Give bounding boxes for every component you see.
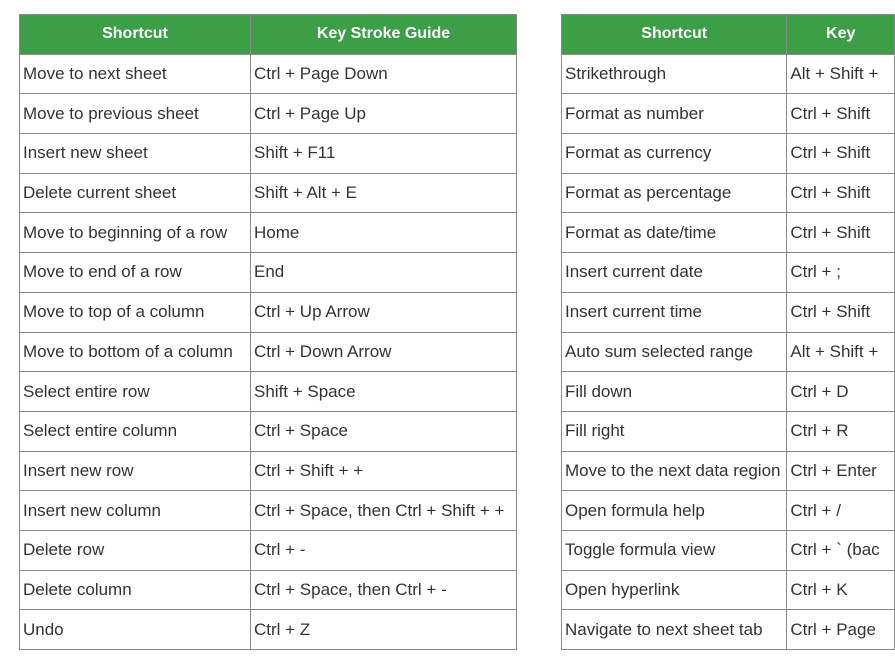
shortcut-cell: Strikethrough xyxy=(562,54,787,94)
key-stroke-cell: Ctrl + Shift xyxy=(787,94,895,134)
shortcut-cell: Insert new row xyxy=(20,451,251,491)
header-shortcut: Shortcut xyxy=(20,15,251,55)
table-row xyxy=(20,451,517,491)
table-row xyxy=(20,332,517,372)
shortcut-cell: Insert current date xyxy=(562,253,787,293)
header-key-stroke-guide: Key Stroke Guide xyxy=(251,15,517,55)
key-stroke-cell: Ctrl + Z xyxy=(251,610,517,650)
table-row xyxy=(20,530,517,570)
shortcut-cell: Insert new sheet xyxy=(20,134,251,174)
header-key: Key xyxy=(787,15,895,55)
shortcut-cell: Insert new column xyxy=(20,491,251,531)
table-row xyxy=(20,54,517,94)
key-stroke-cell: Shift + Space xyxy=(251,372,517,412)
table-row xyxy=(20,610,517,650)
table-row xyxy=(20,253,517,293)
table-row xyxy=(562,94,895,134)
key-stroke-cell: Ctrl + Page xyxy=(787,610,895,650)
key-stroke-cell: Ctrl + Shift xyxy=(787,213,895,253)
table-row xyxy=(562,213,895,253)
shortcut-cell: Fill down xyxy=(562,372,787,412)
key-stroke-cell: Shift + Alt + E xyxy=(251,173,517,213)
table-row xyxy=(562,570,895,610)
table-row xyxy=(562,491,895,531)
shortcut-table-left xyxy=(19,14,517,650)
shortcut-cell: Format as number xyxy=(562,94,787,134)
key-stroke-cell: Ctrl + / xyxy=(787,491,895,531)
table-row xyxy=(20,173,517,213)
table-row xyxy=(20,292,517,332)
shortcut-cell: Move to end of a row xyxy=(20,253,251,293)
shortcut-cell: Move to the next data region xyxy=(562,451,787,491)
key-stroke-cell: Ctrl + Shift xyxy=(787,134,895,174)
table-row xyxy=(562,173,895,213)
key-stroke-cell: Ctrl + R xyxy=(787,411,895,451)
key-stroke-cell: Ctrl + ` (bac xyxy=(787,530,895,570)
key-stroke-cell: Ctrl + Up Arrow xyxy=(251,292,517,332)
key-stroke-cell: Ctrl + - xyxy=(251,530,517,570)
table-row xyxy=(562,332,895,372)
header-row xyxy=(562,15,895,55)
key-stroke-cell: Ctrl + Space xyxy=(251,411,517,451)
key-stroke-cell: Ctrl + Space, then Ctrl + - xyxy=(251,570,517,610)
shortcut-cell: Format as currency xyxy=(562,134,787,174)
table-row xyxy=(20,411,517,451)
shortcut-cell: Move to top of a column xyxy=(20,292,251,332)
key-stroke-cell: Ctrl + Page Down xyxy=(251,54,517,94)
table-row xyxy=(562,411,895,451)
shortcut-cell: Open hyperlink xyxy=(562,570,787,610)
key-stroke-cell: Alt + Shift + xyxy=(787,54,895,94)
key-stroke-cell: Ctrl + K xyxy=(787,570,895,610)
shortcut-cell: Format as percentage xyxy=(562,173,787,213)
shortcut-cell: Move to beginning of a row xyxy=(20,213,251,253)
key-stroke-cell: Ctrl + Enter xyxy=(787,451,895,491)
table-row xyxy=(562,372,895,412)
shortcut-cell: Undo xyxy=(20,610,251,650)
shortcut-cell: Move to previous sheet xyxy=(20,94,251,134)
table-row xyxy=(562,134,895,174)
shortcut-cell: Delete column xyxy=(20,570,251,610)
key-stroke-cell: Ctrl + Down Arrow xyxy=(251,332,517,372)
shortcut-cell: Select entire row xyxy=(20,372,251,412)
key-stroke-cell: Ctrl + Space, then Ctrl + Shift + + xyxy=(251,491,517,531)
shortcut-cell: Open formula help xyxy=(562,491,787,531)
table-row xyxy=(20,213,517,253)
key-stroke-cell: Ctrl + Shift xyxy=(787,292,895,332)
table-row xyxy=(20,570,517,610)
table-row xyxy=(20,372,517,412)
shortcut-cell: Delete row xyxy=(20,530,251,570)
key-stroke-cell: Home xyxy=(251,213,517,253)
header-shortcut: Shortcut xyxy=(562,15,787,55)
shortcut-cell: Format as date/time xyxy=(562,213,787,253)
key-stroke-cell: End xyxy=(251,253,517,293)
table-row xyxy=(562,530,895,570)
table-row xyxy=(20,491,517,531)
key-stroke-cell: Ctrl + D xyxy=(787,372,895,412)
table-row xyxy=(562,451,895,491)
header-row xyxy=(20,15,517,55)
shortcut-cell: Toggle formula view xyxy=(562,530,787,570)
key-stroke-cell: Alt + Shift + xyxy=(787,332,895,372)
shortcut-cell: Fill right xyxy=(562,411,787,451)
table-row xyxy=(20,94,517,134)
shortcut-cell: Auto sum selected range xyxy=(562,332,787,372)
key-stroke-cell: Ctrl + Shift xyxy=(787,173,895,213)
shortcut-cell: Delete current sheet xyxy=(20,173,251,213)
table-row xyxy=(562,54,895,94)
shortcut-cell: Insert current time xyxy=(562,292,787,332)
table-row xyxy=(562,610,895,650)
key-stroke-cell: Shift + F11 xyxy=(251,134,517,174)
shortcut-table-right xyxy=(561,14,895,650)
shortcut-cell: Navigate to next sheet tab xyxy=(562,610,787,650)
key-stroke-cell: Ctrl + Page Up xyxy=(251,94,517,134)
table-row xyxy=(20,134,517,174)
shortcut-cell: Select entire column xyxy=(20,411,251,451)
shortcut-cell: Move to bottom of a column xyxy=(20,332,251,372)
table-row xyxy=(562,292,895,332)
shortcut-cell: Move to next sheet xyxy=(20,54,251,94)
key-stroke-cell: Ctrl + Shift + + xyxy=(251,451,517,491)
key-stroke-cell: Ctrl + ; xyxy=(787,253,895,293)
table-row xyxy=(562,253,895,293)
